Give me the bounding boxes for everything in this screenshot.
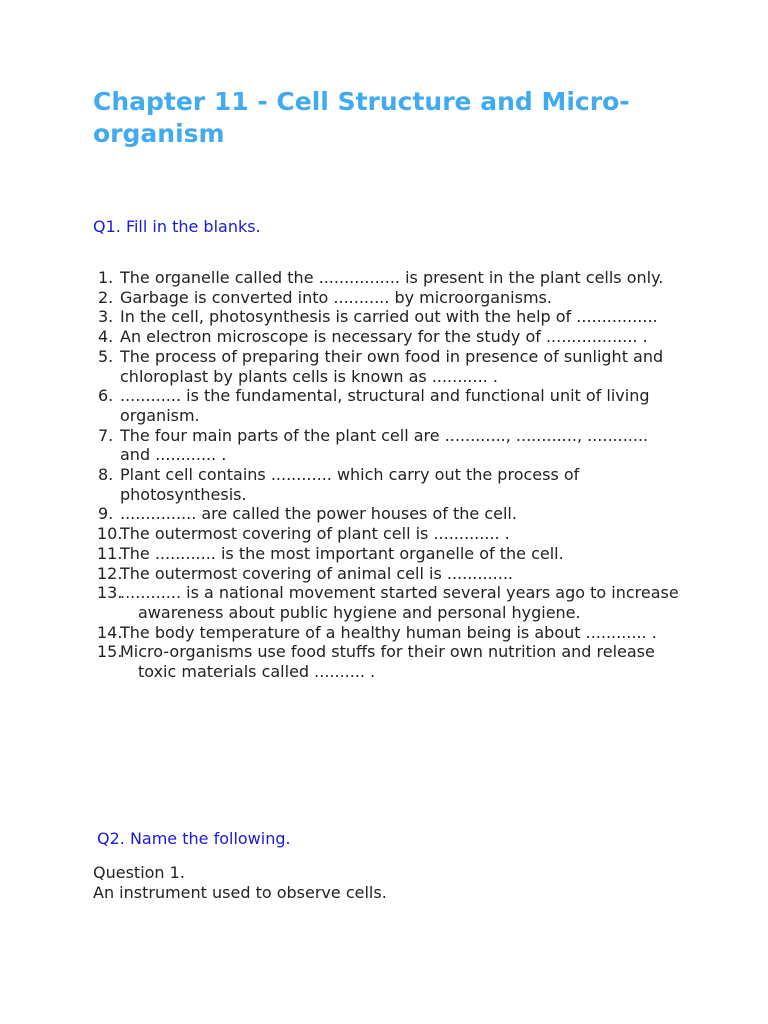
item-number: 10. (97, 524, 123, 544)
item-text: The organelle called the ................ is present in the plant cells only. (120, 268, 664, 287)
item-text: Micro-organisms use food stuffs for their own nutrition and release toxic materials called .......... . (120, 642, 655, 682)
item-number: 1. (98, 268, 114, 287)
list-item (93, 327, 683, 347)
list-item (93, 307, 683, 327)
item-number: 14. (97, 622, 123, 642)
list-item (93, 524, 683, 544)
item-text: Garbage is converted into ........... by microorganisms. (120, 287, 552, 307)
list-item (93, 544, 683, 564)
item-text: The ............ is the most important organelle of the cell. (120, 543, 564, 563)
item-number: 13. (97, 583, 123, 603)
item-number: 7. (98, 425, 114, 445)
item-number: 15. (97, 642, 123, 662)
item-text: An electron microscope is necessary for the study of .................. . (120, 327, 648, 347)
item-text: The body temperature of a healthy human being is about ............ . (120, 622, 657, 642)
item-text: The outermost covering of plant cell is ............. . (120, 524, 510, 544)
item-number: 4. (98, 327, 114, 347)
item-text: The process of preparing their own food in presence of sunlight and chloroplast by plants cells is known as ........... . (120, 346, 664, 386)
list-item (93, 465, 683, 504)
list-item (93, 288, 683, 308)
fill-in-blanks-list (93, 268, 683, 682)
item-number: 2. (98, 287, 114, 307)
list-item (93, 623, 683, 643)
q2-question-block (93, 863, 693, 903)
list-item (93, 386, 683, 425)
list-item (93, 268, 683, 288)
list-item (93, 504, 683, 524)
list-item (93, 642, 683, 681)
item-number: 6. (98, 386, 114, 406)
item-number: 5. (98, 346, 114, 366)
item-text: Plant cell contains ............ which carry out the process of photosynthesis. (120, 465, 580, 504)
list-item (93, 426, 683, 465)
list-item (93, 564, 683, 584)
item-number: 11. (97, 543, 123, 563)
item-number: 12. (97, 563, 123, 583)
q2-heading: Q2. Name the following. (97, 829, 291, 848)
item-text: ............ is the fundamental, structural and functional unit of living organism. (120, 386, 650, 425)
list-item (93, 347, 683, 386)
item-number: 9. (98, 504, 114, 524)
item-text: The four main parts of the plant cell are ............, ............, ............ and ............ . (120, 425, 649, 465)
item-text: ............ is a national movement started several years ago to increase awareness about public hygiene and personal hygiene. (120, 583, 679, 622)
list-item (93, 583, 683, 622)
item-number: 3. (98, 307, 114, 327)
item-text: ............... are called the power houses of the cell. (120, 504, 517, 524)
question-text: An instrument used to observe cells. (93, 883, 387, 902)
item-text: In the cell, photosynthesis is carried out with the help of ................ (120, 307, 658, 327)
q1-heading: Q1. Fill in the blanks. (93, 217, 261, 236)
item-number: 8. (98, 465, 114, 485)
question-label: Question 1. (93, 863, 185, 882)
page-title: Chapter 11 - Cell Structure and Micro-organism (93, 87, 630, 148)
item-text: The outermost covering of animal cell is ............. (120, 563, 513, 583)
